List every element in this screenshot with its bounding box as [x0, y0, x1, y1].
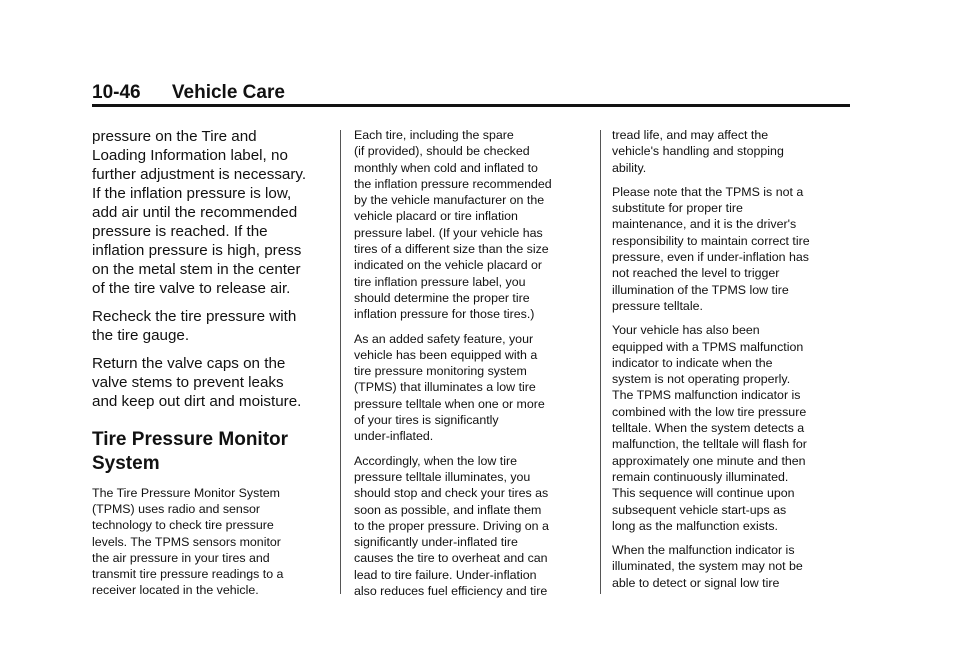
text-line: levels. The TPMS sensors monitor [92, 534, 281, 549]
paragraph [92, 307, 326, 345]
text-line: on the metal stem in the center [92, 261, 301, 278]
text-line: vehicle placard or tire inflation [354, 209, 518, 224]
text-line: by the vehicle manufacturer on the [354, 193, 545, 208]
text-line: responsibility to maintain correct tire [612, 233, 810, 248]
column-divider-1 [340, 130, 341, 594]
text-line: vehicle has been equipped with a [354, 347, 538, 362]
text-line: This sequence will continue upon [612, 486, 795, 501]
text-line: valve stems to prevent leaks [92, 374, 284, 391]
text-line: inflation pressure is high, press [92, 242, 302, 259]
column-divider-2 [600, 130, 601, 594]
text-line: indicated on the vehicle placard or [354, 258, 543, 273]
text-line: tires of a different size than the size [354, 242, 549, 257]
text-line: further adjustment is necessary. [92, 166, 307, 183]
text-line: When the malfunction indicator is [612, 543, 795, 558]
text-line: receiver located in the vehicle. [92, 583, 259, 598]
paragraph [612, 542, 852, 591]
header-rule [92, 104, 850, 107]
paragraph [354, 127, 590, 323]
column-2 [354, 127, 590, 607]
text-line: System [92, 453, 160, 474]
text-line: Recheck the tire pressure with [92, 308, 297, 325]
text-line: combined with the low tire pressure [612, 404, 807, 419]
text-line: lead to tire failure. Under-inflation [354, 567, 537, 582]
text-line: soon as possible, and inflate them [354, 502, 542, 517]
paragraph [354, 453, 590, 600]
text-line: and keep out dirt and moisture. [92, 393, 302, 410]
text-line: of the tire valve to release air. [92, 280, 291, 297]
column-1 [92, 127, 326, 607]
paragraph [92, 354, 326, 411]
text-line: the tire gauge. [92, 327, 190, 344]
text-line: approximately one minute and then [612, 453, 806, 468]
text-line: long as the malfunction exists. [612, 518, 778, 533]
text-line: ability. [612, 160, 647, 175]
paragraph [92, 485, 326, 598]
text-line: Tire Pressure Monitor [92, 429, 289, 450]
paragraph [612, 184, 852, 314]
text-line: transmit tire pressure readings to a [92, 567, 284, 582]
text-line: under-inflated. [354, 429, 434, 444]
text-line: pressure on the Tire and [92, 128, 257, 145]
text-line: the air pressure in your tires and [92, 550, 270, 565]
text-line: illumination of the TPMS low tire [612, 282, 789, 297]
text-line: Each tire, including the spare [354, 128, 514, 142]
text-line: should stop and check your tires as [354, 486, 549, 501]
text-line: significantly under-inflated tire [354, 535, 518, 550]
text-line: maintenance, and it is the driver's [612, 217, 797, 232]
text-line: the inflation pressure recommended [354, 176, 552, 191]
page-number: 10-46 [92, 82, 141, 103]
text-line: The TPMS malfunction indicator is [612, 388, 801, 403]
text-line: telltale. When the system detects a [612, 421, 805, 436]
text-line: add air until the recommended [92, 204, 298, 221]
text-line: of your tires is significantly [354, 413, 499, 428]
text-line: equipped with a TPMS malfunction [612, 339, 804, 354]
paragraph [92, 127, 326, 298]
paragraph [354, 331, 590, 445]
text-line: remain continuously illuminated. [612, 469, 789, 484]
text-line: inflation pressure for those tires.) [354, 307, 535, 322]
text-line: The Tire Pressure Monitor System [92, 486, 280, 500]
text-line: vehicle's handling and stopping [612, 144, 784, 159]
text-line: pressure is reached. If the [92, 223, 268, 240]
text-line: Loading Information label, no [92, 147, 288, 164]
column-3 [612, 127, 852, 599]
text-line: pressure telltale when one or more [354, 396, 545, 411]
text-line: to the proper pressure. Driving on a [354, 518, 549, 533]
text-line: Accordingly, when the low tire [354, 453, 517, 468]
text-line: not reached the level to trigger [612, 266, 780, 281]
text-line: pressure telltale. [612, 298, 703, 313]
text-line: also reduces fuel efficiency and tire [354, 584, 548, 599]
paragraph [612, 322, 852, 534]
text-line: pressure, even if under-inflation has [612, 250, 809, 265]
text-line: tire pressure monitoring system [354, 364, 527, 379]
text-line: causes the tire to overheat and can [354, 551, 548, 566]
text-line: pressure telltale illuminates, you [354, 469, 531, 484]
text-line: tread life, and may affect the [612, 128, 769, 142]
text-line: Return the valve caps on the [92, 355, 286, 372]
text-line: Your vehicle has also been [612, 323, 760, 338]
text-line: (TPMS) that illuminates a low tire [354, 380, 536, 395]
text-line: If the inflation pressure is low, [92, 185, 292, 202]
text-line: substitute for proper tire [612, 201, 743, 216]
section-title: Vehicle Care [171, 82, 285, 103]
text-line: should determine the proper tire [354, 290, 530, 305]
text-line: able to detect or signal low tire [612, 575, 780, 590]
text-line: pressure label. (If your vehicle has [354, 225, 543, 240]
text-line: indicator to indicate when the [612, 355, 773, 370]
text-line: system is not operating properly. [612, 372, 791, 387]
text-line: Please note that the TPMS is not a [612, 184, 804, 199]
paragraph [612, 127, 852, 176]
text-line: (TPMS) uses radio and sensor [92, 502, 261, 517]
text-line: technology to check tire pressure [92, 518, 274, 533]
section-heading [92, 428, 326, 476]
text-line: tire inflation pressure label, you [354, 274, 526, 289]
text-line: malfunction, the telltale will flash for [612, 437, 807, 452]
text-line: monthly when cold and inflated to [354, 160, 538, 175]
text-line: As an added safety feature, your [354, 331, 534, 346]
page-header [92, 82, 285, 104]
text-line: subsequent vehicle start-ups as [612, 502, 787, 517]
text-line: (if provided), should be checked [354, 144, 530, 159]
text-line: illuminated, the system may not be [612, 559, 803, 574]
